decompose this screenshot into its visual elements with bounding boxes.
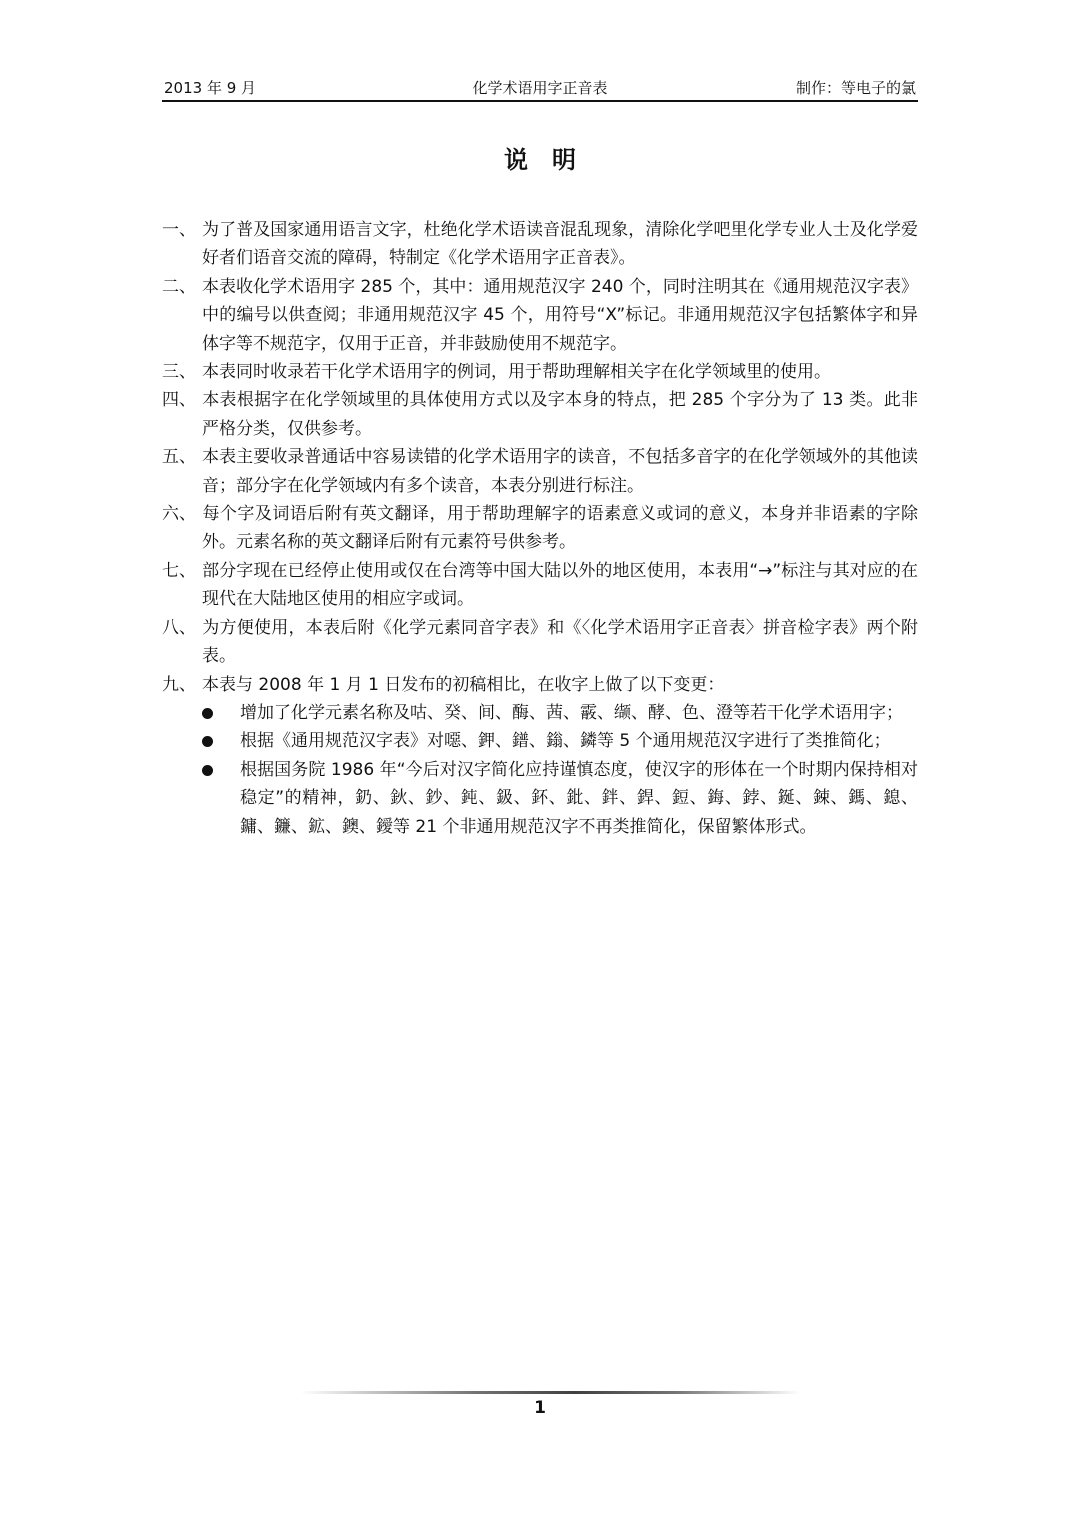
- change-list-item: [162, 727, 918, 755]
- change-list-text: 根据国务院 1986 年“今后对汉字简化应持谨慎态度，使汉字的形体在一个时期内保持相对稳定”的精神，釢、鈥、鈔、鈍、鈒、鈈、鈚、鉡、銲、鋀、鋂、鋍、鋋、鋉、鎷、鎴、鏞、鐮、鉱、鐭、鑀等 21 个非通用规范汉字不再类推简化，保留繁体形式。: [240, 759, 918, 837]
- item-number: 二、: [162, 276, 196, 297]
- bullet-icon: [202, 736, 213, 747]
- instruction-item-8: [162, 614, 918, 671]
- page-number: 1: [534, 1398, 546, 1418]
- item-number: 九、: [162, 674, 196, 695]
- item-text: 本表根据字在化学领域里的具体使用方式以及字本身的特点，把 285 个字分为了 13 类。此非严格分类，仅供参考。: [202, 390, 918, 439]
- item-number: 五、: [162, 447, 196, 468]
- item-text: 本表收化学术语用字 285 个，其中：通用规范汉字 240 个，同时注明其在《通用规范汉字表》中的编号以供查阅；非通用规范汉字 45 个，用符号“X”标记。非通用规范汉字包括繁体字和异体字等不规范字，仅用于正音，并非鼓励使用不规范字。: [202, 276, 918, 354]
- change-list: [162, 699, 918, 841]
- item-text: 本表同时收录若干化学术语用字的例词，用于帮助理解相关字在化学领域里的使用。: [202, 362, 831, 383]
- footer-divider: [300, 1391, 800, 1394]
- item-text: 本表主要收录普通话中容易读错的化学术语用字的读音，不包括多音字的在化学领域外的其他读音；部分字在化学领域内有多个读音，本表分别进行标注。: [202, 447, 918, 496]
- item-number: 三、: [162, 362, 196, 383]
- change-list-item: [162, 699, 918, 727]
- header-date: 2013 年 9 月: [164, 79, 257, 97]
- change-list-text: 增加了化学元素名称及咕、癸、间、酶、茜、霰、缬、酵、色、澄等若干化学术语用字；: [240, 702, 903, 723]
- item-number: 八、: [162, 617, 196, 638]
- item-text: 本表与 2008 年 1 月 1 日发布的初稿相比，在收字上做了以下变更：: [202, 674, 725, 695]
- bullet-icon: [202, 765, 213, 776]
- item-text: 每个字及词语后附有英文翻译，用于帮助理解字的语素意义或词的意义，本身并非语素的字除外。元素名称的英文翻译后附有元素符号供参考。: [202, 504, 918, 553]
- instruction-item-5: [162, 443, 918, 500]
- page-header: [162, 76, 918, 102]
- item-number: 一、: [162, 220, 196, 240]
- instructions-body: [162, 216, 918, 841]
- instruction-item-6: [162, 500, 918, 557]
- item-number: 四、: [162, 390, 196, 411]
- instruction-item-7: [162, 557, 918, 614]
- item-number: 七、: [162, 560, 196, 581]
- instruction-item-1: [162, 216, 918, 273]
- item-text: 为了普及国家通用语言文字，杜绝化学术语读音混乱现象，清除化学吧里化学专业人士及化学爱好者们语音交流的障碍，特制定《化学术语用字正音表》。: [202, 220, 918, 269]
- page-title: 说明: [504, 146, 600, 174]
- bullet-icon: [202, 708, 213, 719]
- instruction-item-3: [162, 358, 918, 386]
- instruction-item-2: [162, 273, 918, 358]
- change-list-item: [162, 756, 918, 841]
- item-text: 部分字现在已经停止使用或仅在台湾等中国大陆以外的地区使用，本表用“→”标注与其对应的在现代在大陆地区使用的相应字或词。: [202, 560, 918, 610]
- item-text: 为方便使用，本表后附《化学元素同音字表》和《〈化学术语用字正音表〉拼音检字表》两个附表。: [202, 617, 918, 667]
- header-author: 制作：等电子的氯: [795, 79, 916, 97]
- change-list-text: 根据《通用规范汉字表》对噁、鉀、鐠、鎓、鏻等 5 个通用规范汉字进行了类推简化；: [240, 731, 891, 752]
- instruction-item-9: [162, 671, 918, 699]
- item-number: 六、: [162, 504, 196, 525]
- instruction-item-4: [162, 386, 918, 443]
- header-title: 化学术语用字正音表: [472, 79, 608, 97]
